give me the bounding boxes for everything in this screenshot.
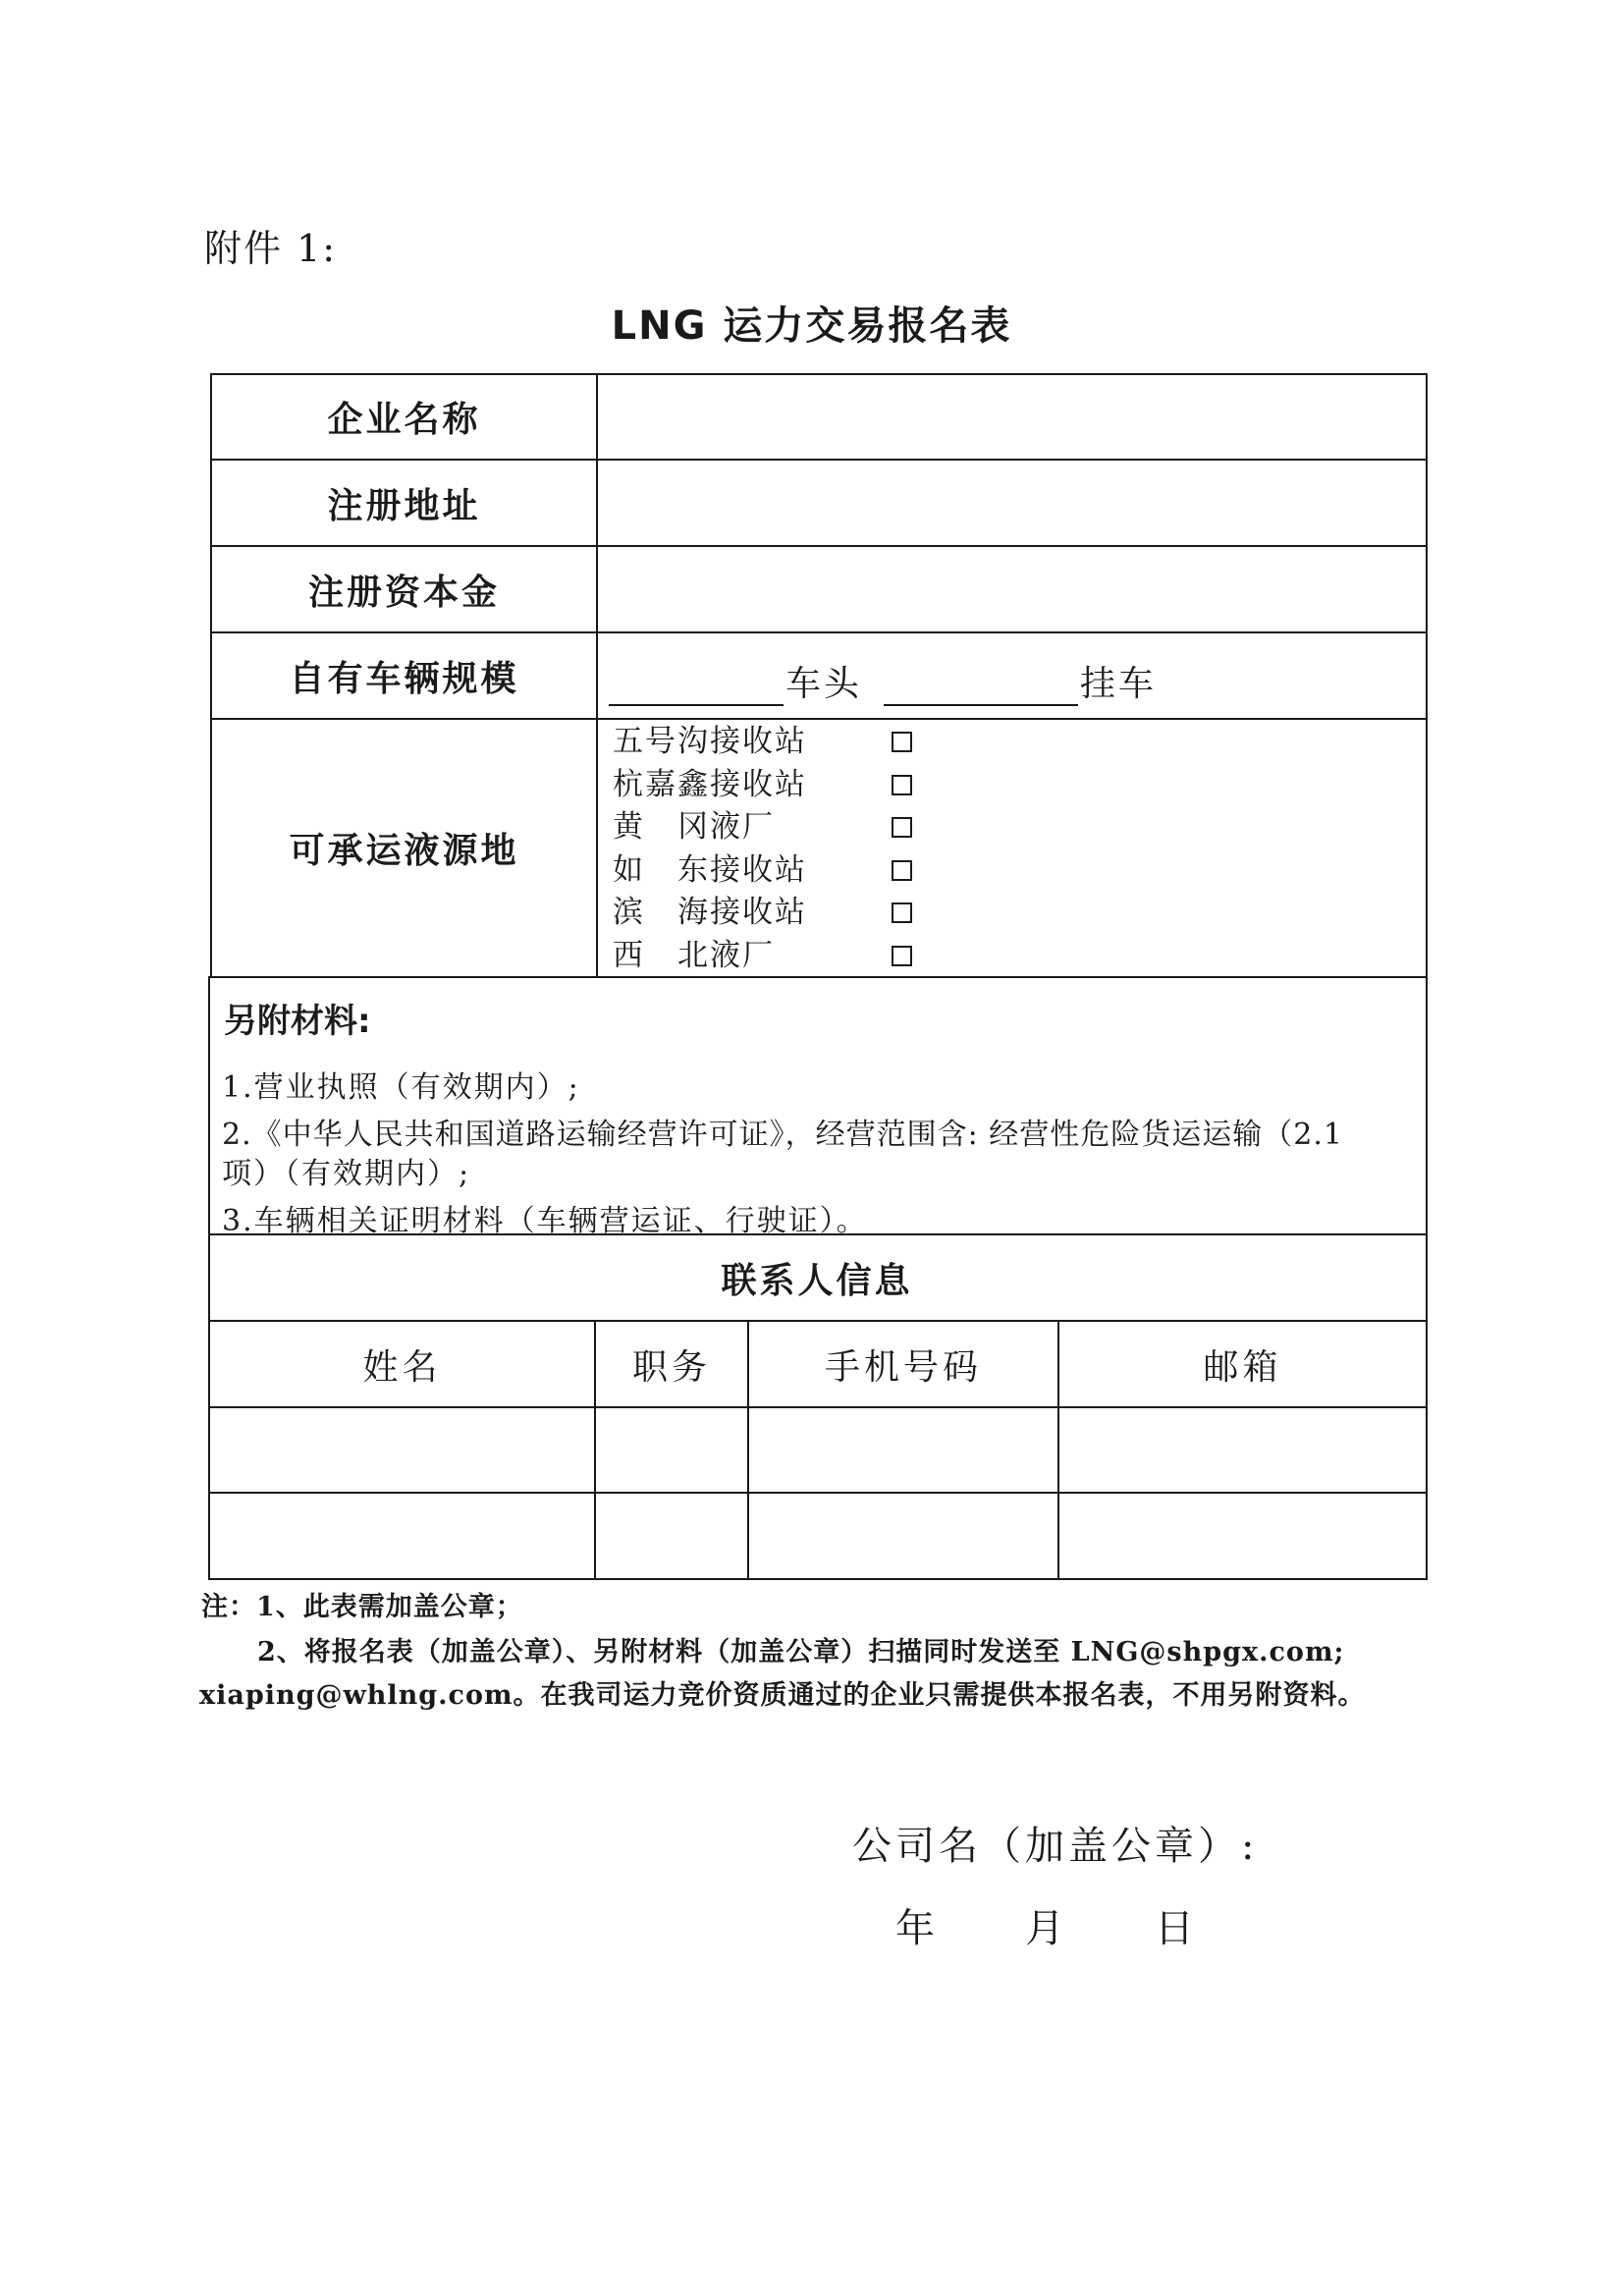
- registered-capital-label: 注册资本金: [307, 572, 500, 613]
- trailer-unit-label: 挂车: [1080, 664, 1158, 704]
- source-site-name: 黄 冈液厂: [613, 809, 775, 845]
- materials-item: 2.《中华人民共和国道路运输经营许可证》，经营范围含: 经营性危险货运运输（2.1: [222, 1118, 1343, 1152]
- contact-email-cell[interactable]: [1061, 1410, 1424, 1490]
- source-sites-label: 可承运液源地: [289, 831, 519, 871]
- source-site-name: 滨 海接收站: [613, 895, 807, 930]
- company-name-label: 企业名称: [327, 400, 481, 440]
- name-column-header: 姓名: [362, 1346, 442, 1388]
- trailer-count-blank[interactable]: [884, 669, 1078, 706]
- position-column-header: 职务: [631, 1346, 711, 1388]
- contact-email-cell[interactable]: [1061, 1496, 1424, 1576]
- contact-name-cell[interactable]: [212, 1410, 592, 1490]
- signature-date: 年 月 日: [895, 1906, 1198, 1951]
- source-site-name: 杭嘉鑫接收站: [613, 766, 807, 802]
- source-site-checkbox[interactable]: [892, 817, 912, 838]
- materials-item: 项）（有效期内）;: [222, 1157, 471, 1191]
- source-site-checkbox[interactable]: [892, 902, 912, 923]
- contacts-title: 联系人信息: [721, 1260, 913, 1301]
- source-site-name: 西 北液厂: [613, 937, 775, 973]
- contact-position-cell[interactable]: [598, 1496, 745, 1576]
- company-name-field[interactable]: [600, 377, 1424, 457]
- source-site-item: [613, 849, 912, 893]
- materials-item: 3.车辆相关证明材料（车辆营运证、行驶证）。: [222, 1204, 868, 1238]
- source-site-checkbox[interactable]: [892, 946, 912, 966]
- fleet-size-label: 自有车辆规模: [289, 658, 519, 699]
- source-site-checkbox[interactable]: [892, 732, 912, 752]
- tractor-unit-label: 车头: [785, 664, 863, 704]
- table-rule: [208, 1492, 1428, 1494]
- source-site-list: [613, 721, 912, 977]
- contact-phone-cell[interactable]: [751, 1496, 1055, 1576]
- contact-position-cell[interactable]: [598, 1410, 745, 1490]
- note-line: 注：1、此表需加盖公章；: [201, 1592, 523, 1622]
- company-seal-label: 公司名（加盖公章）:: [852, 1824, 1259, 1869]
- source-site-item: [613, 935, 912, 978]
- table-border-right: [1426, 373, 1428, 1580]
- source-site-item: [613, 892, 912, 935]
- source-site-name: 五号沟接收站: [613, 724, 807, 759]
- materials-item: 1.营业执照（有效期内）;: [222, 1070, 580, 1105]
- label-column-divider: [596, 373, 598, 976]
- table-border-bottom: [208, 1578, 1428, 1580]
- phone-column-header: 手机号码: [824, 1346, 982, 1388]
- source-site-item: [613, 721, 912, 764]
- attachment-label: 附件 1:: [204, 227, 338, 270]
- source-site-checkbox[interactable]: [892, 860, 912, 881]
- table-rule: [208, 1406, 1428, 1408]
- form-title: LNG 运力交易报名表: [611, 303, 1012, 349]
- contact-phone-cell[interactable]: [751, 1410, 1055, 1490]
- email-column-header: 邮箱: [1203, 1346, 1282, 1388]
- source-site-item: [613, 764, 912, 807]
- materials-title: 另附材料:: [224, 1002, 371, 1041]
- source-site-checkbox[interactable]: [892, 775, 912, 795]
- note-line: 2、将报名表（加盖公章）、另附材料（加盖公章）扫描同时发送至 LNG@shpgx.com;: [257, 1637, 1345, 1667]
- tractor-count-blank[interactable]: [609, 669, 784, 706]
- registered-address-label: 注册地址: [327, 485, 481, 526]
- fleet-size-field: [609, 656, 1157, 706]
- registered-capital-field[interactable]: [600, 549, 1424, 629]
- source-site-item: [613, 806, 912, 849]
- note-line: xiaping@whlng.com。在我司运力竞价资质通过的企业只需提供本报名表，不用另附资料。: [199, 1680, 1366, 1711]
- contact-name-cell[interactable]: [212, 1496, 592, 1576]
- source-site-name: 如 东接收站: [613, 851, 807, 888]
- registered-address-field[interactable]: [600, 463, 1424, 543]
